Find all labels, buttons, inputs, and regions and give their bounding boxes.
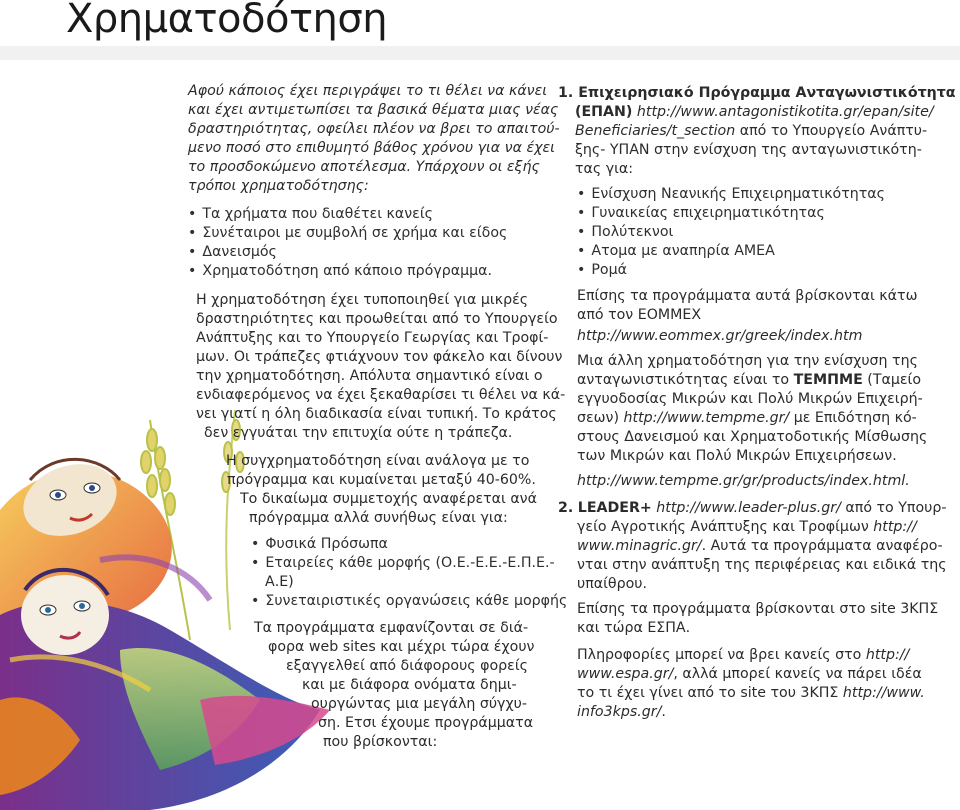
tempme-products-link[interactable]: http://www.tempme.gr/gr/products/index.html. — [577, 473, 910, 489]
text-span: με Επιδότηση κό- — [793, 410, 917, 426]
text-line: Μια άλλη χρηματοδότηση για την ενίσχυση της — [577, 353, 918, 369]
text-line: νει γιατί η όλη διαδικασία είναι τυπική. Το κράτος — [196, 406, 557, 422]
text-line: και με διάφορα ονόματα δημι- — [302, 677, 517, 693]
minagric-link[interactable]: http:// — [873, 519, 917, 535]
text-line — [577, 665, 922, 684]
text-span: από το Υπουρ- — [845, 500, 947, 516]
info3kps-link-continued[interactable]: info3kps.gr/ — [577, 704, 662, 720]
text-line: φορα web sites και μέχρι τώρα έχουν — [268, 639, 535, 655]
minagric-link-continued[interactable]: www.minagric.gr/ — [577, 538, 702, 554]
text-line — [575, 103, 934, 122]
text-line: την χρηματοδότηση. Απόλυτα σημαντικό είναι ο — [196, 368, 543, 384]
text-line: δραστηριότητας, οφείλει πλέον να βρει το απαιτού- — [188, 121, 560, 137]
text-line: και τώρα ΕΣΠΑ. — [577, 620, 691, 636]
text-line: ουργώντας μια μεγάλη σύγχυ- — [311, 696, 527, 712]
list-item: • Συνέταιροι με συμβολή σε χρήμα και είδος — [188, 224, 507, 243]
text-line: ξης- ΥΠΑΝ στην ενίσχυση της ανταγωνιστικότη- — [575, 142, 922, 158]
text-line: Ανάπτυξης και το Υπουργείο Γεωργίας και Τροφί- — [196, 330, 549, 346]
epan-link[interactable]: http://www.antagonistikotita.gr/epan/site/ — [636, 104, 934, 120]
text-line — [577, 703, 666, 722]
program-heading: 1. Επιχειρησιακό Πρόγραμμα Ανταγωνιστικότητα — [558, 85, 956, 101]
text-span: Πληροφορίες μπορεί να βρει κανείς στο — [577, 647, 862, 663]
list-item: • Ρομά — [577, 261, 627, 280]
text-line: πρόγραμμα και κυμαίνεται μεταξύ 40-60%. — [227, 472, 536, 488]
header-band — [0, 46, 960, 60]
text-line — [577, 371, 921, 390]
list-item: • Ατομα με αναπηρία ΑΜΕΑ — [577, 242, 775, 261]
text-span: σεων) — [577, 410, 620, 426]
text-line: των Μικρών και Πολύ Μικρών Επιχειρήσεων. — [577, 448, 897, 464]
text-line — [577, 537, 943, 556]
espa-link[interactable]: http:// — [865, 647, 910, 663]
list-item: • Δανεισμός — [188, 243, 277, 262]
text-span: ανταγωνιστικότητας είναι το — [577, 372, 790, 388]
text-line — [577, 409, 917, 428]
text-line: ση. Ετσι έχουμε προγράμματα — [318, 715, 534, 731]
text-line — [558, 499, 946, 518]
leader-link[interactable]: http://www.leader-plus.gr/ — [656, 500, 841, 516]
text-line: στους Δανεισμού και Χρηματοδοτικής Μίσθωσης — [577, 429, 928, 445]
text-span: γείο Αγροτικής Ανάπτυξης και Τροφίμων — [577, 519, 869, 535]
text-span: . Αυτά τα προγράμματα αναφέρο- — [701, 538, 943, 554]
text-line: το προσδοκώμενο αποτέλεσμα. Υπάρχουν οι εξής — [188, 159, 540, 175]
text-line: που βρίσκονται: — [323, 734, 438, 750]
text-span: , αλλά μπορεί κανείς να πάρει ιδέα — [673, 666, 922, 682]
text-line: Επίσης τα προγράμματα βρίσκονται στο site 3ΚΠΣ — [577, 601, 939, 617]
text-line: δεν εγγυάται την επιτυχία ούτε η τράπεζα. — [204, 425, 513, 441]
text-span: (Ταμείο — [867, 372, 922, 388]
eommex-link[interactable]: http://www.eommex.gr/greek/index.htm — [577, 328, 863, 344]
text-line: εξαγγελθεί από διάφορους φορείς — [286, 658, 528, 674]
text-line: Επίσης τα προγράμματα αυτά βρίσκονται κάτω — [577, 288, 918, 304]
espa-link-continued[interactable]: www.espa.gr/ — [577, 666, 674, 682]
text-line — [577, 684, 925, 703]
text-line: Η χρηματοδότηση έχει τυποποιηθεί για μικρές — [196, 292, 529, 308]
tempme-link[interactable]: http://www.tempme.gr/ — [623, 410, 790, 426]
list-item: • Συνεταιριστικές οργανώσεις κάθε μορφής — [251, 592, 567, 611]
text-line — [577, 518, 917, 537]
text-line: Τα προγράμματα εμφανίζονται σε διά- — [254, 620, 529, 636]
text-line: από τον ΕΟΜΜΕΧ — [577, 307, 702, 323]
tempme-name: ΤΕΜΠΜΕ — [793, 372, 863, 388]
text-line: Η συγχρηματοδότηση είναι ανάλογα με το — [226, 453, 530, 469]
text-line: τρόποι χρηματοδότησης: — [188, 178, 369, 194]
list-item: • Πολύτεκνοι — [577, 223, 673, 242]
text-line — [577, 646, 909, 665]
text-line: τας για: — [575, 161, 634, 177]
text-line: ενδιαφερόμενος να έχει ξεκαθαρίσει τι θέλει να κά- — [196, 387, 566, 403]
text-span: το τι έχει γίνει από το site του 3ΚΠΣ — [577, 685, 839, 701]
page-title: Χρηματοδότηση — [66, 0, 388, 42]
text-span: από το Υπουργείο Ανάπτυ- — [739, 123, 928, 139]
list-item: • Γυναικείας επιχειρηματικότητας — [577, 204, 825, 223]
list-item: • Εταιρείες κάθε μορφής (Ο.Ε.-Ε.Ε.-Ε.Π.Ε.- — [251, 554, 555, 573]
list-item: • Φυσικά Πρόσωπα — [251, 535, 388, 554]
program-number: 2. — [558, 500, 574, 516]
text-span: . — [661, 704, 666, 720]
text-line — [575, 122, 927, 141]
list-item: • Τα χρήματα που διαθέτει κανείς — [188, 205, 433, 224]
text-line: Το δικαίωμα συμμετοχής αναφέρεται ανά — [240, 491, 537, 507]
text-line: υπαίθρου. — [577, 576, 647, 592]
text-line: μων. Οι τράπεζες φτιάχνουν τον φάκελο και δίνουν — [196, 349, 563, 365]
list-item-continued: Α.Ε) — [265, 574, 294, 590]
text-line: νται στην ανάπτυξη της περιφέρειας και ειδικά της — [577, 557, 947, 573]
list-item: • Ενίσχυση Νεανικής Επιχειρηματικότητας — [577, 185, 885, 204]
epan-link-continued[interactable]: Beneficiaries/t_section — [575, 123, 736, 139]
list-item: • Χρηματοδότηση από κάποιο πρόγραμμα. — [188, 262, 492, 281]
info3kps-link[interactable]: http://www. — [842, 685, 925, 701]
text-line: μενο ποσό στο επιθυμητό βάθος χρόνου για να έχει — [188, 140, 555, 156]
text-line: εγγυοδοσίας Μικρών και Πολύ Μικρών Επιχειρή- — [577, 391, 923, 407]
text-line: Αφού κάποιος έχει περιγράψει το τι θέλει να κάνει — [188, 83, 548, 99]
leader-name: LEADER+ — [577, 500, 652, 516]
text-line: πρόγραμμα αλλά συνήθως είναι για: — [249, 510, 508, 526]
text-line: δραστηριότητες και προωθείται από το Υπουργείο — [196, 311, 558, 327]
program-acronym: (ΕΠΑΝ) — [575, 104, 633, 120]
text-line: και έχει αντιμετωπίσει τα βασικά θέματα μιας νέας — [188, 102, 559, 118]
